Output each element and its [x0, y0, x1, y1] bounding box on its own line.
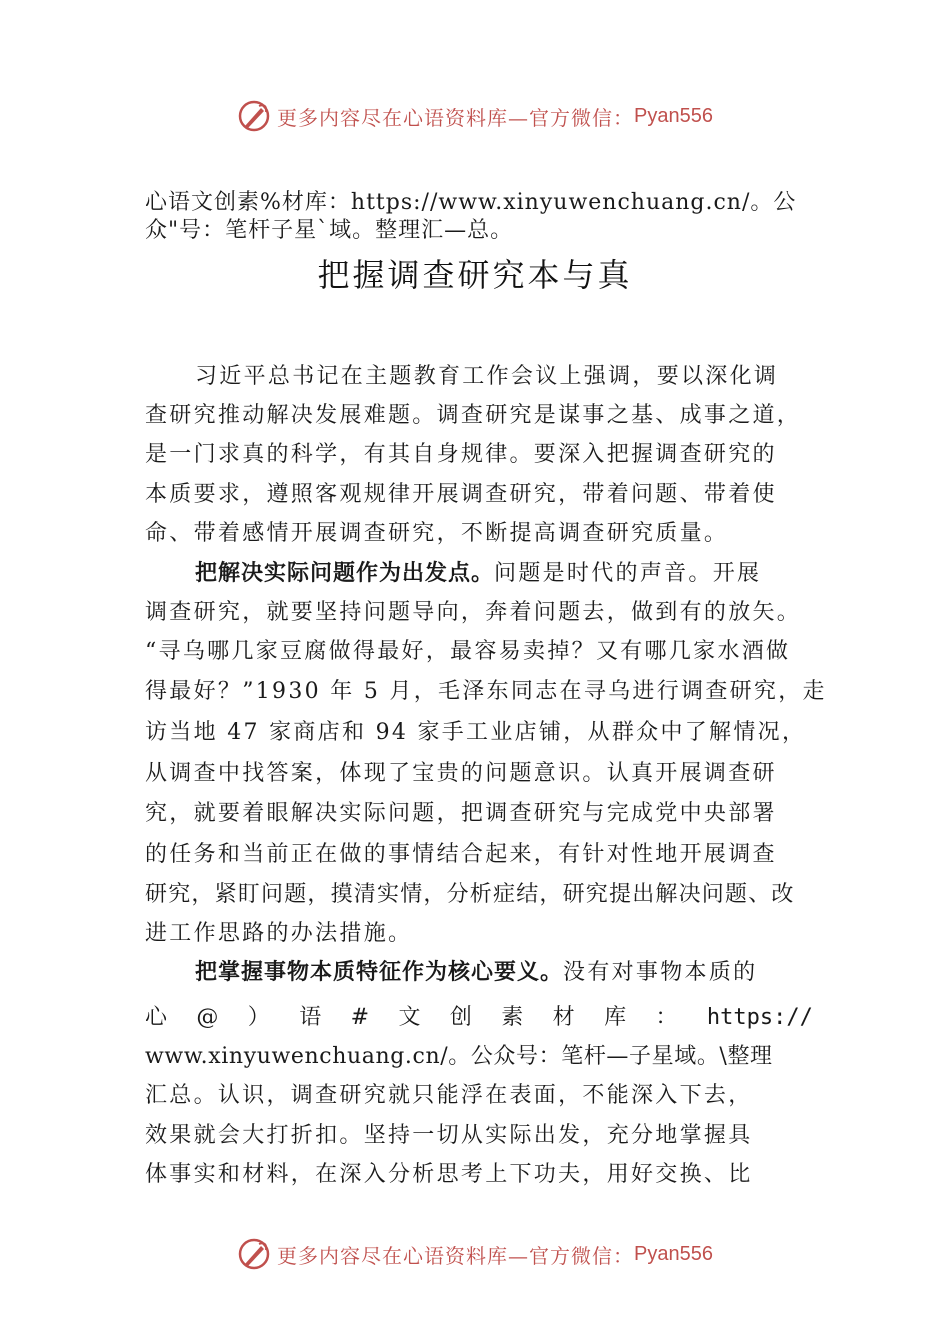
header-banner [0, 96, 950, 136]
wm-char: 库 [604, 1005, 627, 1030]
para2-line: “寻乌哪几家豆腐做得最好，最容易卖掉？又有哪几家水酒做 [145, 639, 791, 664]
wm-char: 文 [398, 1005, 421, 1030]
para2-line-1 [195, 559, 813, 589]
watermark-line-1 [145, 1003, 813, 1033]
wm-char: 创 [449, 1005, 472, 1030]
para1-line-3: 是一门求真的科学，有其自身规律。要深入把握调查研究的 [145, 442, 777, 467]
watermark-line-3: 汇总。认识，调查研究就只能浮在表面，不能深入下去， [145, 1083, 753, 1108]
page-title: 把握调查研究本与真 [317, 256, 633, 294]
wm-char: 心 [145, 1005, 168, 1030]
banner-wechat-id: Pyan556 [634, 104, 713, 127]
header-line-2: 众"号：笔杆子星`域。整理汇—总。 [145, 218, 514, 243]
para2-line: 从调查中找答案，体现了宝贵的问题意识。认真开展调查研 [145, 761, 777, 786]
para3-line: 效果就会大打折扣。坚持一切从实际出发，充分地掌握具 [145, 1123, 753, 1148]
para3-first-rest: 没有对事物本质的 [563, 960, 758, 985]
para2-line: 究，就要着眼解决实际问题，把调查研究与完成党中央部署 [145, 801, 777, 826]
para2-line: 调查研究，就要坚持问题导向，奔着问题去，做到有的放矢。 [145, 600, 802, 625]
banner-text: 更多内容尽在心语资料库—官方微信： [277, 1243, 635, 1268]
para2-heading: 把解决实际问题作为出发点。 [195, 561, 495, 586]
para2-first-rest: 问题是时代的声音。开展 [494, 561, 762, 586]
para2-line: 进工作思路的办法措施。 [145, 921, 413, 946]
para1-line-1: 习近平总书记在主题教育工作会议上强调，要以深化调 [195, 364, 779, 389]
header-line-1: 心语文创素%材库：https://www.xinyuwenchuang.cn/。公 [145, 190, 797, 215]
pen-logo-icon [237, 1237, 271, 1271]
wm-char: ） [247, 1005, 270, 1030]
wm-char: @ [196, 1005, 219, 1030]
banner-wechat-id: Pyan556 [634, 1242, 713, 1265]
para1-line-4: 本质要求，遵照客观规律开展调查研究，带着问题、带着使 [145, 482, 777, 507]
para2-line: 得最好？”1930 年 5 月，毛泽东同志在寻乌进行调查研究，走 [145, 679, 827, 704]
watermark-line-2: www.xinyuwenchuang.cn/。公众号：笔杆—子星域。\整理 [145, 1044, 773, 1069]
para2-line: 研究，紧盯问题，摸清实情，分析症结，研究提出解决问题、改 [145, 882, 795, 907]
wm-char: 材 [552, 1005, 575, 1030]
wm-char: ： [655, 1005, 678, 1030]
para3-line-1 [195, 958, 813, 988]
pen-logo-icon [237, 99, 271, 133]
footer-banner [0, 1234, 950, 1274]
wm-url-part: https:// [706, 1005, 813, 1030]
para1-line-2: 查研究推动解决发展难题。调查研究是谋事之基、成事之道， [145, 403, 802, 428]
para1-line-5: 命、带着感情开展调查研究，不断提高调查研究质量。 [145, 521, 729, 546]
wm-char: 语 [299, 1005, 322, 1030]
banner-text: 更多内容尽在心语资料库—官方微信： [277, 105, 635, 130]
para2-line: 访当地 47 家商店和 94 家手工业店铺，从群众中了解情况， [145, 720, 807, 745]
para3-heading: 把掌握事物本质特征作为核心要义。 [195, 960, 564, 985]
para3-line: 体事实和材料，在深入分析思考上下功夫，用好交换、比 [145, 1162, 753, 1187]
para2-line: 的任务和当前正在做的事情结合起来，有针对性地开展调查 [145, 842, 777, 867]
wm-char: # [350, 1005, 370, 1030]
wm-char: 素 [501, 1005, 524, 1030]
